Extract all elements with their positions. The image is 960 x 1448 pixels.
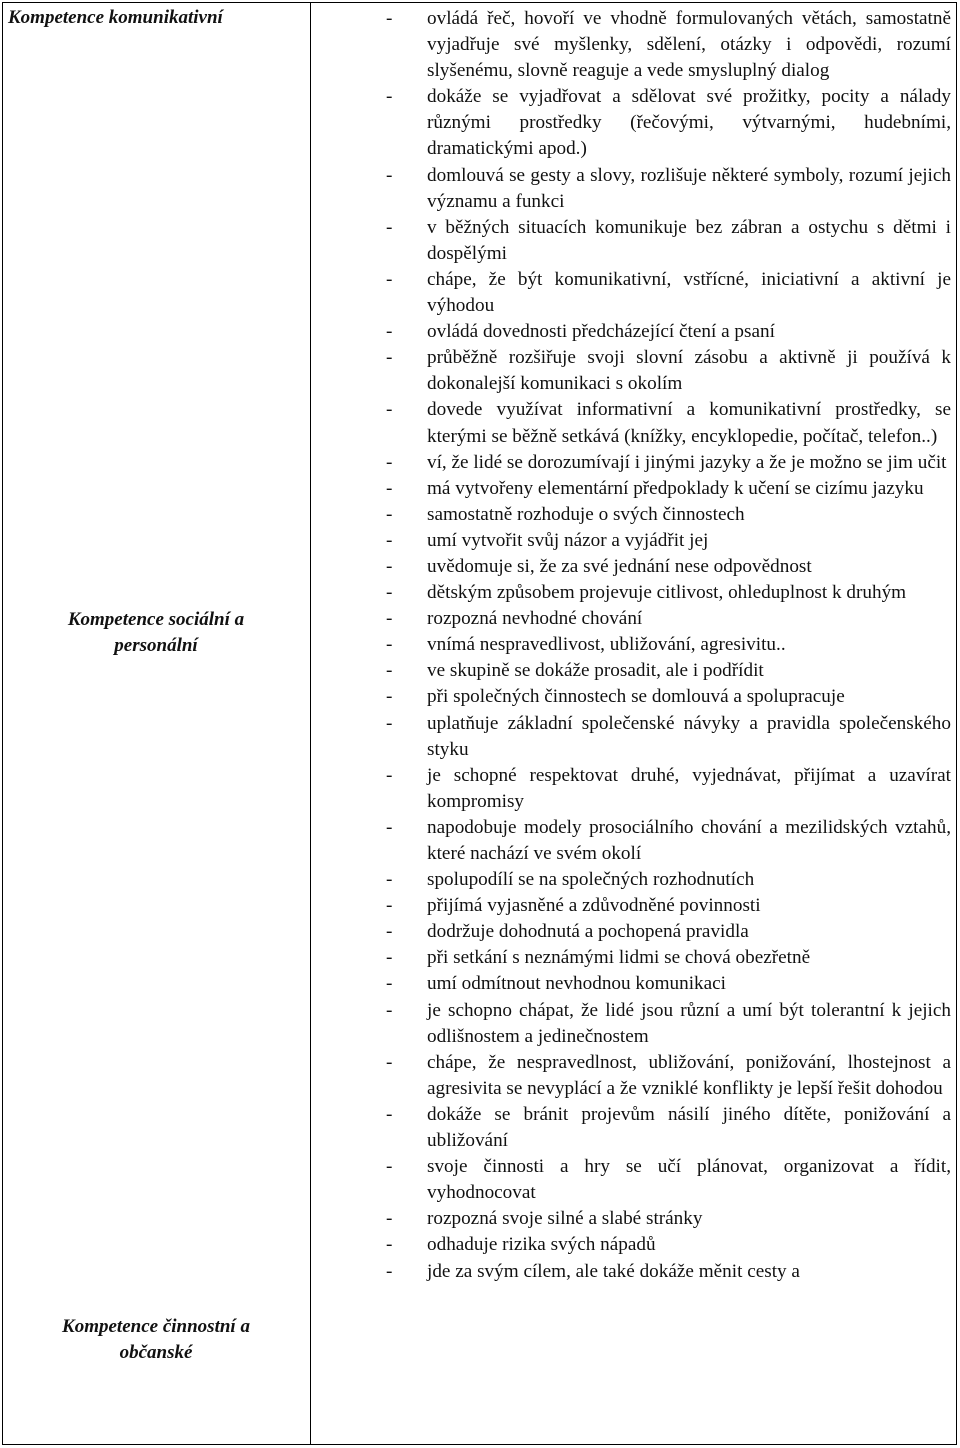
- list-item: - uplatňuje základní společenské návyky a pravidla společenského styku: [386, 711, 951, 763]
- list-item: - dodržuje dohodnutá a pochopená pravidla: [386, 919, 951, 945]
- category-title-line: občanské: [119, 1342, 193, 1363]
- list-item: - je schopné respektovat druhé, vyjednávat, přijímat a uzavírat kompromisy: [386, 763, 951, 815]
- list-item: - domlouvá se gesty a slovy, rozlišuje některé symboly, rozumí jejich významu a funkci: [386, 163, 951, 215]
- list-item: - samostatně rozhoduje o svých činnostech: [386, 502, 951, 528]
- list-item: - rozpozná svoje silné a slabé stránky: [386, 1206, 951, 1232]
- list-item: - vnímá nespravedlivost, ubližování, agresivitu..: [386, 632, 951, 658]
- list-item: - chápe, že nespravedlnost, ubližování, ponižování, lhostejnost a agresivita se nevyplácí a že vzniklé konflikty je lepší řešit dohodou: [386, 1050, 951, 1102]
- list-item: - přijímá vyjasněné a zdůvodněné povinnosti: [386, 893, 951, 919]
- list-item: - dětským způsobem projevuje citlivost, ohleduplnost k druhým: [386, 580, 951, 606]
- category-title-social: [6, 607, 306, 659]
- items-list: [386, 6, 951, 1285]
- list-item: - umí odmítnout nevhodnou komunikaci: [386, 971, 951, 997]
- category-title-line: Kompetence činnostní a: [62, 1316, 250, 1337]
- list-item: - je schopno chápat, že lidé jsou různí a umí být tolerantní k jejich odlišnostem a jedinečnostem: [386, 998, 951, 1050]
- list-item: - svoje činnosti a hry se učí plánovat, organizovat a řídit, vyhodnocovat: [386, 1154, 951, 1206]
- category-title-line: Kompetence sociální a: [67, 609, 245, 630]
- list-item: - chápe, že být komunikativní, vstřícné, iniciativní a aktivní je výhodou: [386, 267, 951, 319]
- list-item: - při společných činnostech se domlouvá a spolupracuje: [386, 684, 951, 710]
- list-item: - v běžných situacích komunikuje bez zábran a ostychu s dětmi i dospělými: [386, 215, 951, 267]
- category-title-activity: [6, 1314, 306, 1366]
- category-cell: [3, 3, 311, 1445]
- list-item: - průběžně rozšiřuje svoji slovní zásobu a aktivně ji používá k dokonalejší komunikaci s okolím: [386, 345, 951, 397]
- list-item: - jde za svým cílem, ale také dokáže měnit cesty a: [386, 1259, 951, 1285]
- category-title-line: personální: [114, 635, 198, 656]
- list-item: - při setkání s neznámými lidmi se chová obezřetně: [386, 945, 951, 971]
- list-item: - umí vytvořit svůj názor a vyjádřit jej: [386, 528, 951, 554]
- list-item: - rozpozná nevhodné chování: [386, 606, 951, 632]
- list-item: - spolupodílí se na společných rozhodnutích: [386, 867, 951, 893]
- list-item: - napodobuje modely prosociálního chování a mezilidských vztahů, které nachází ve svém okolí: [386, 815, 951, 867]
- list-item: - dokáže se vyjadřovat a sdělovat své prožitky, pocity a nálady různými prostředky (řečovými, výtvarnými, hudebními, dramatickými apod.): [386, 84, 951, 162]
- list-item: - dokáže se bránit projevům násilí jiného dítěte, ponižování a ubližování: [386, 1102, 951, 1154]
- category-title-communicative: Kompetence komunikativní: [8, 7, 223, 28]
- list-item: - odhaduje rizika svých nápadů: [386, 1232, 951, 1258]
- list-item: - dovede využívat informativní a komunikativní prostředky, se kterými se běžně setkává (knížky, encyklopedie, počítač, telefon..): [386, 397, 951, 449]
- list-item: - má vytvořeny elementární předpoklady k učení se cizímu jazyku: [386, 476, 951, 502]
- list-item: - ve skupině se dokáže prosadit, ale i podřídit: [386, 658, 951, 684]
- list-item: - ovládá řeč, hovoří ve vhodně formulovaných větách, samostatně vyjadřuje své myšlenky, sdělení, otázky i odpovědi, rozumí slyšenému, slovně reaguje a vede smysluplný dialog: [386, 6, 951, 84]
- list-item: - uvědomuje si, že za své jednání nese odpovědnost: [386, 554, 951, 580]
- list-item: - ovládá dovednosti předcházející čtení a psaní: [386, 319, 951, 345]
- list-item: - ví, že lidé se dorozumívají i jinými jazyky a že je možno se jim učit: [386, 450, 951, 476]
